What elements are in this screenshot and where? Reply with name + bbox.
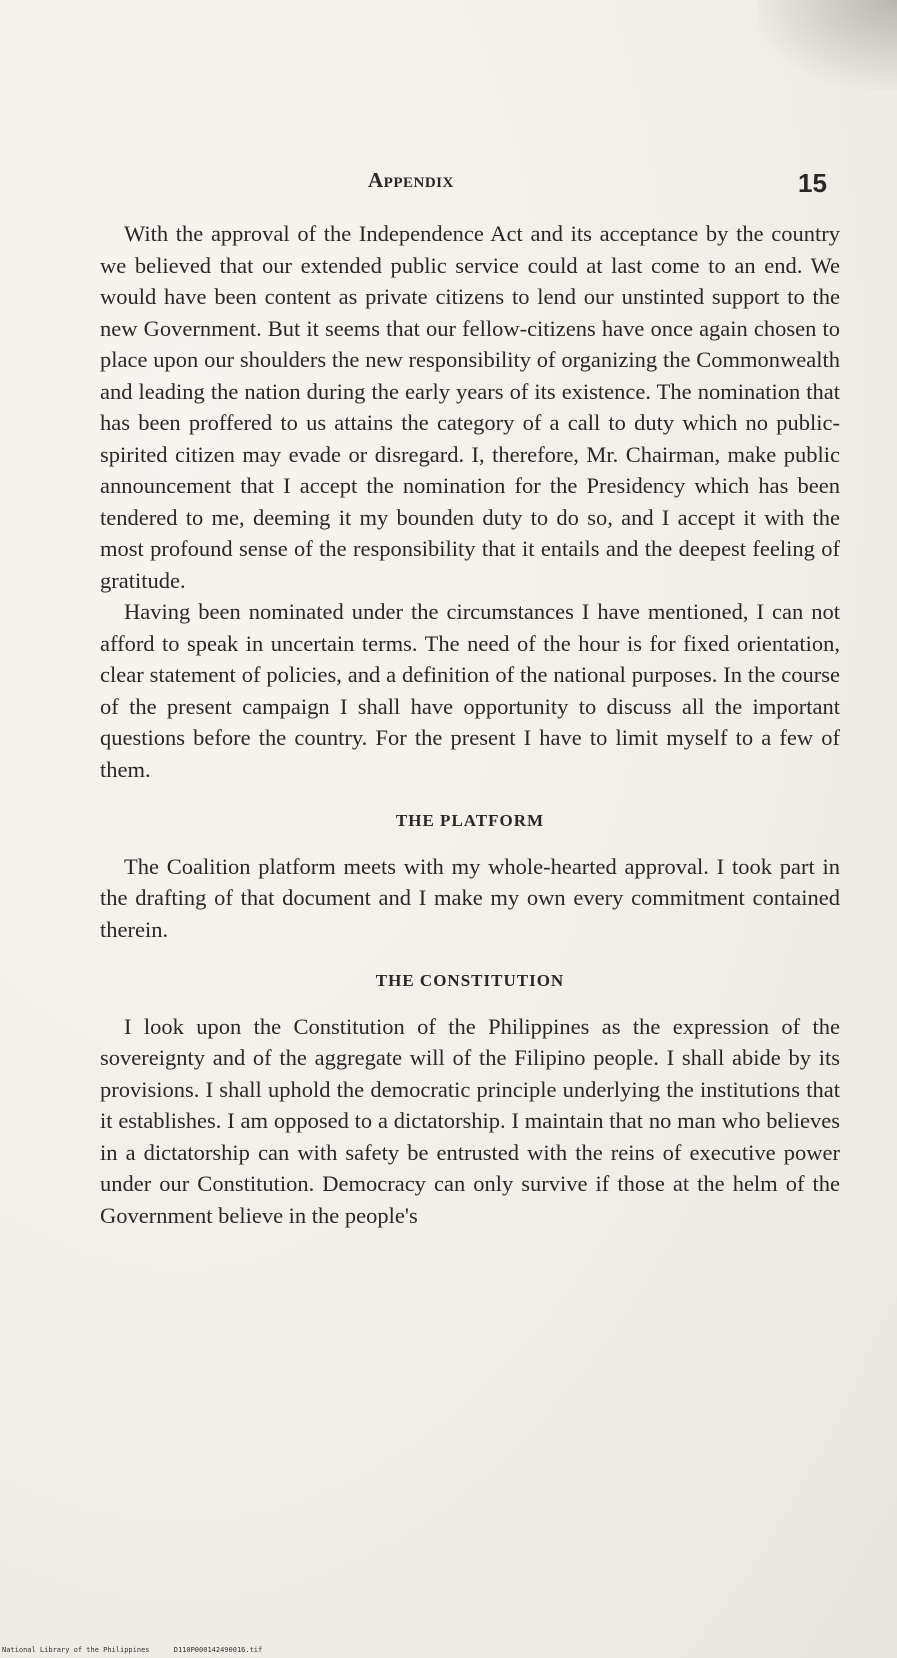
footer-library: National Library of the Philippines bbox=[2, 1646, 150, 1654]
page-number: 15 bbox=[798, 168, 827, 198]
paragraph-circumstances: Having been nominated under the circumstances I have mentioned, I can not afford to speak in uncertain terms. The need of the hour is for fixed orientation, clear statement of policies, and a definition of the national purposes. In the course of the present campaign I shall have opportunity to discuss all the important questions before the country. For the present I have to limit myself to a few of them. bbox=[100, 599, 840, 782]
heading-constitution: THE CONSTITUTION bbox=[375, 971, 565, 990]
body-text bbox=[100, 218, 840, 1231]
heading-platform: THE PLATFORM bbox=[395, 811, 545, 830]
paragraph-acceptance: With the approval of the Independence Act and its acceptance by the country we believed that our extended public service could at last come to an end. We would have been content as private citizens to lend our unstinted support to the new Government. But it seems that our fellow-citizens have once again chosen to place upon our shoulders the new responsibility of organizing the Commonwealth and leading the nation during the early years of its existence. The nomination that has been proffered to us attains the category of a call to duty which no public-spirited citizen may evade or disregard. I, therefore, Mr. Chairman, make public announcement that I accept the nomination for the Presidency which has been tendered to me, deeming it my bounden duty to do so, and I accept it with the most profound sense of the responsibility that it entails and the deepest feeling of gratitude. bbox=[100, 221, 840, 593]
scan-shadow bbox=[757, 0, 897, 90]
paragraph-constitution: I look upon the Constitution of the Philippines as the expression of the sovereignty and of the aggregate will of the Filipino people. I shall abide by its provisions. I shall uphold the democratic principle underlying the institutions that it establishes. I am opposed to a dictatorship. I maintain that no man who believes in a dictatorship can with safety be entrusted with the reins of executive power under our Constitution. Democracy can only survive if those at the helm of the Government believe in the people's bbox=[100, 1013, 840, 1228]
scan-footer bbox=[2, 1646, 282, 1654]
footer-file-id: D110P000142490016.tif bbox=[173, 1646, 263, 1654]
running-title: Appendix bbox=[368, 168, 454, 192]
paragraph-platform: The Coalition platform meets with my whole-hearted approval. I took part in the drafting of that document and I make my own every commitment contained therein. bbox=[100, 853, 840, 942]
